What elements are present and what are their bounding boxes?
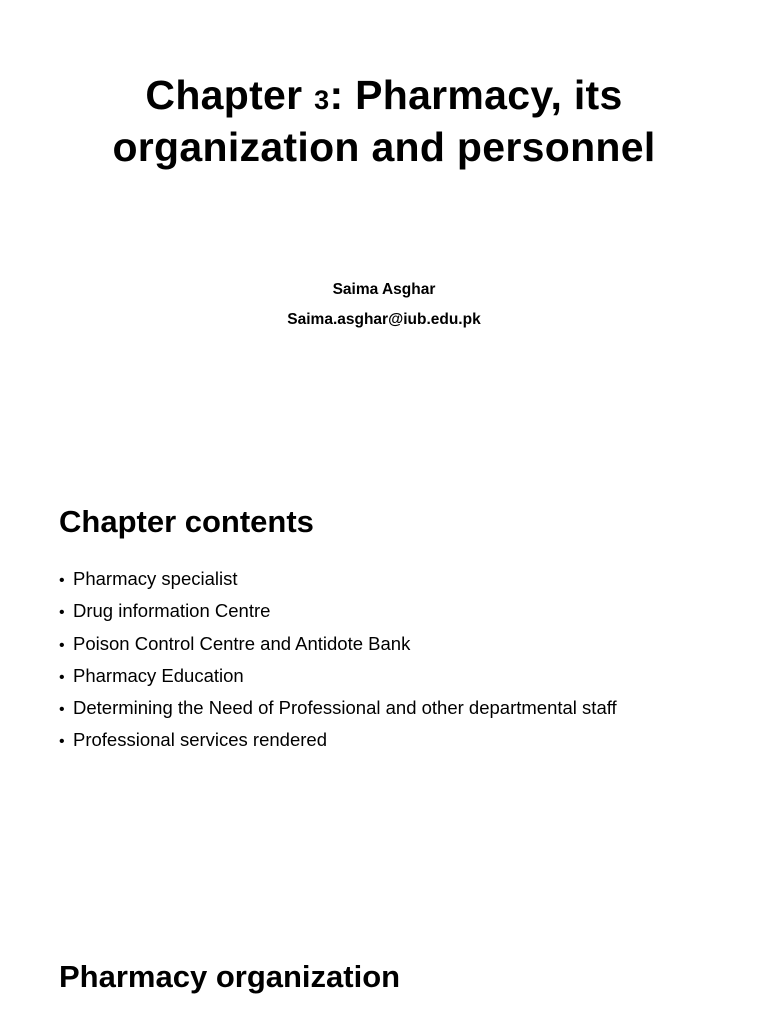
list-item-text: Determining the Need of Professional and other departmental staff (73, 697, 617, 719)
list-item (59, 598, 617, 630)
list-item-text: Drug information Centre (73, 600, 271, 622)
contents-heading: Chapter contents (59, 504, 314, 539)
title-slide (0, 0, 768, 440)
title-suffix: : Pharmacy, its organization and personnel (112, 72, 656, 170)
list-item-text: Poison Control Centre and Antidote Bank (73, 632, 411, 654)
title-prefix: Chapter (145, 72, 315, 118)
bullet-icon: • (59, 733, 65, 751)
bullet-icon: • (59, 604, 65, 622)
list-item (59, 566, 617, 598)
bullet-icon: • (59, 572, 65, 589)
contents-slide (0, 446, 768, 878)
author-email: Saima.asghar@iub.edu.pk (287, 311, 481, 328)
list-item (59, 695, 617, 727)
organization-slide (0, 884, 768, 1024)
bullet-icon: • (59, 636, 65, 654)
organization-heading: Pharmacy organization (59, 959, 401, 994)
list-item (59, 727, 617, 759)
list-item-text: Professional services rendered (73, 729, 327, 751)
chapter-number: 3 (314, 85, 330, 115)
bullet-icon: • (59, 668, 65, 686)
bullet-icon: • (59, 701, 65, 719)
list-item (59, 631, 617, 663)
contents-list (59, 566, 617, 760)
list-item (59, 663, 617, 695)
author-name: Saima Asghar (332, 281, 436, 298)
list-item-text: Pharmacy Education (73, 664, 244, 686)
slide-title (84, 72, 684, 171)
list-item-text: Pharmacy specialist (73, 568, 238, 589)
